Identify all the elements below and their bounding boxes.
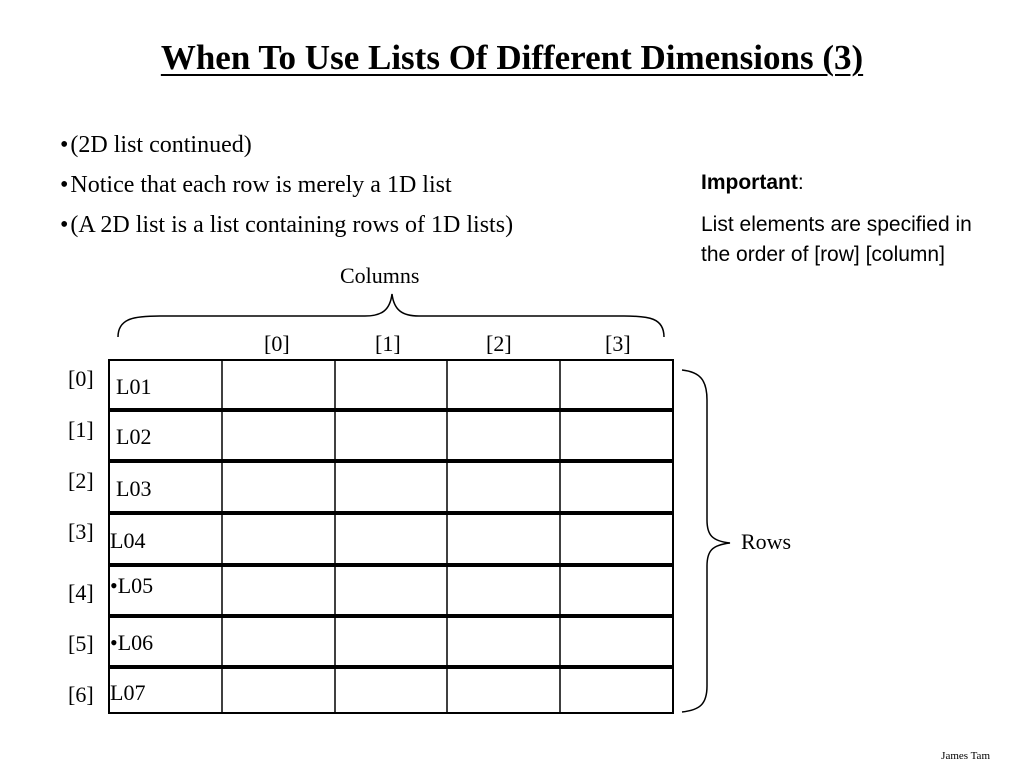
row-separators [109, 410, 673, 667]
row-index: [6] [68, 682, 94, 707]
bullet-text: Notice that each row is merely a 1D list [70, 172, 452, 198]
important-heading: Important [701, 171, 798, 194]
bullet-text: (A 2D list is a list containing rows of 1D lists) [70, 212, 514, 238]
row-name: L03 [116, 476, 152, 501]
row-index: [3] [68, 519, 94, 544]
columns-label: Columns [340, 263, 420, 288]
row-index: [5] [68, 631, 94, 656]
column-index: [0] [264, 331, 290, 356]
slide-title: When To Use Lists Of Different Dimensions (3) [160, 38, 864, 77]
rows-label: Rows [741, 529, 792, 554]
table-border [109, 360, 673, 713]
important-colon: : [797, 171, 804, 194]
column-index: [2] [486, 331, 512, 356]
row-index: [0] [68, 366, 94, 391]
bullet-dot: • [60, 172, 69, 198]
row-name: •L06 [110, 630, 154, 655]
important-text: List elements are specified in the order of [row] [column] [701, 213, 972, 266]
footer-author: James Tam [941, 750, 990, 762]
bullet-text: (2D list continued) [70, 132, 252, 158]
row-index: [4] [68, 580, 94, 605]
bullet-dot: • [60, 132, 69, 158]
row-name: L04 [110, 528, 146, 553]
row-name: L07 [110, 680, 146, 705]
row-index: [2] [68, 468, 94, 493]
bullet-dot: • [60, 212, 69, 238]
column-separators [222, 360, 560, 713]
row-index: [1] [68, 417, 94, 442]
rows-brace [682, 370, 730, 712]
column-index: [1] [375, 331, 401, 356]
row-name: •L05 [110, 573, 154, 598]
row-name: L02 [116, 424, 152, 449]
column-index: [3] [605, 331, 631, 356]
row-name: L01 [116, 374, 152, 399]
